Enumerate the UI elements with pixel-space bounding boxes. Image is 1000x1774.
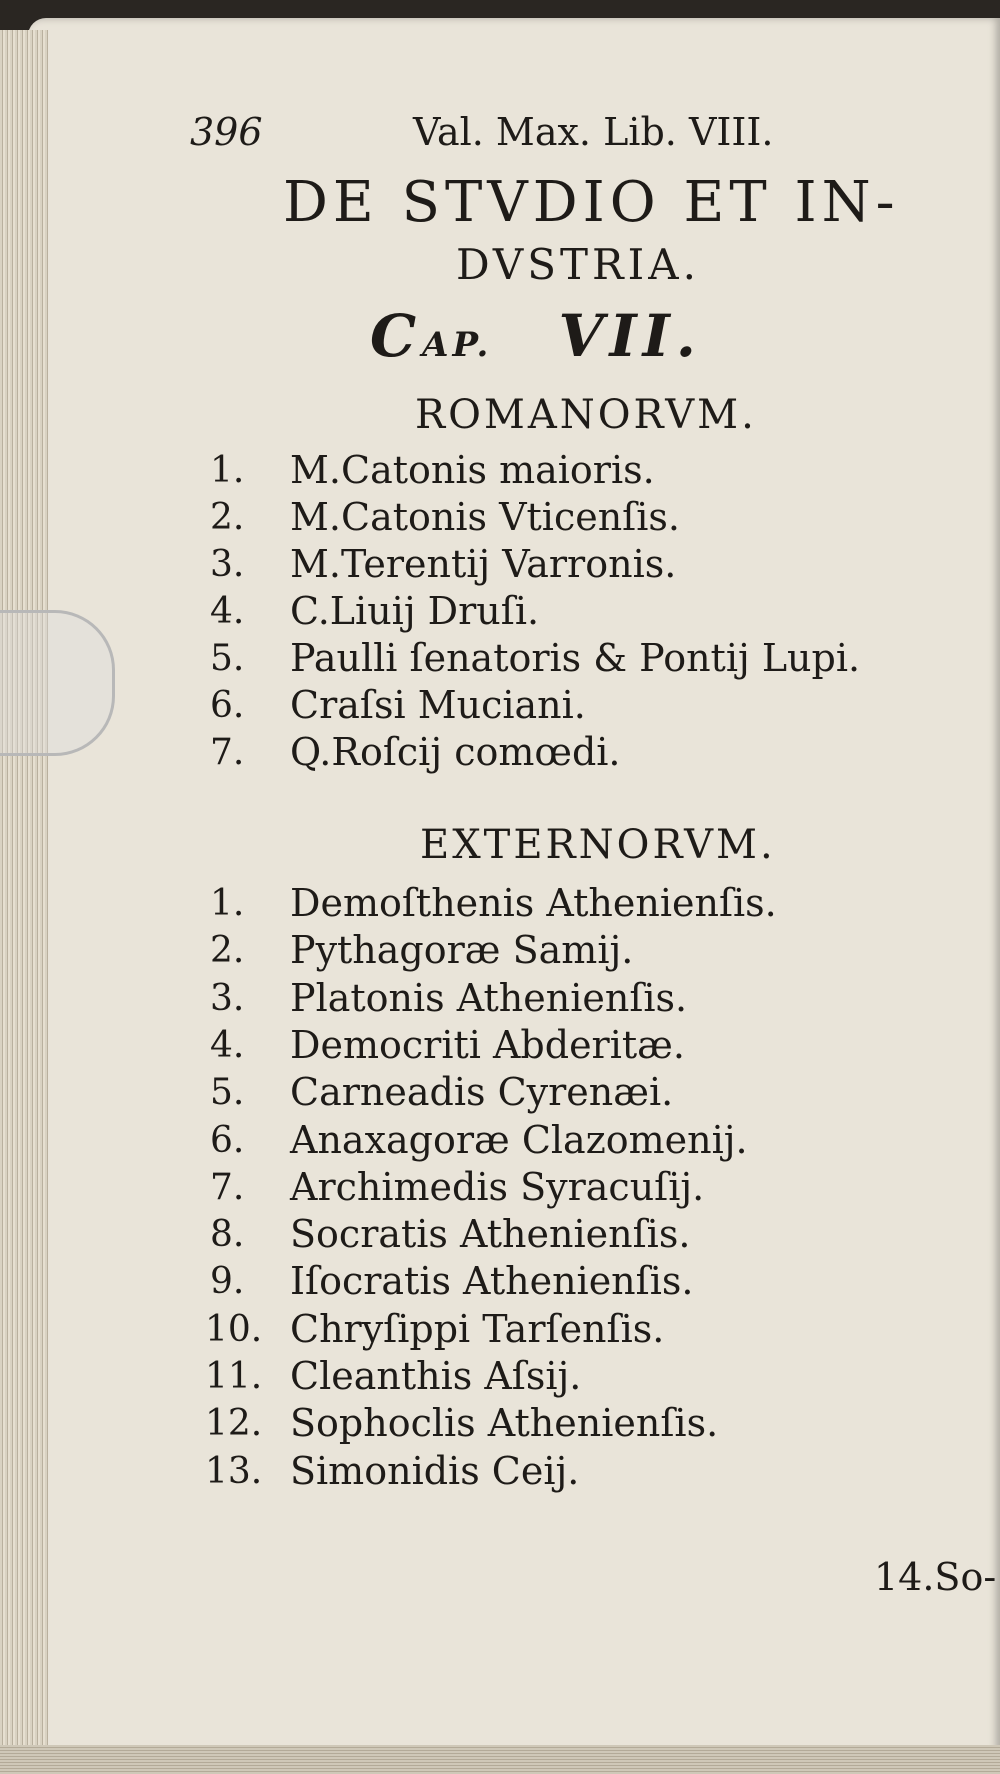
list-item-number: 2. [210,930,245,972]
list-item-number: 7. [210,732,245,773]
cap-label-rest: AP. [422,325,493,365]
list-item: Paulli ſenatoris & Pontij Lupi. [290,636,861,680]
list-item: Craſsi Muciani. [290,683,586,727]
list-item-number: 4. [210,1024,245,1066]
list-item-number: 7. [210,1166,245,1208]
list-item-number: 5. [210,638,245,679]
list-item: Carneadis Cyrenæi. [290,1070,674,1115]
chapter-title-line1: DE STVDIO ET IN- [283,170,900,235]
list-item-number: 4. [210,591,245,632]
page-number: 396 [190,110,263,154]
list-item: Iſocratis Athenienſis. [290,1259,694,1304]
list-item: Cleanthis Aſsij. [290,1354,582,1398]
page-edges [0,30,48,1774]
running-title: Val. Max. Lib. VIII. [413,110,774,154]
list-item-number: 2. [210,497,245,538]
list-item: Simonidis Ceij. [290,1448,580,1493]
list-item: Archimedis Syracuſij. [290,1164,705,1209]
section-heading-externorum: EXTERNORVM. [420,822,776,868]
list-item: Demoſthenis Athenienſis. [290,881,777,925]
section-heading-romanorum: ROMANORVM. [415,392,757,438]
catchword: 14.So- [874,1555,997,1599]
list-item-number: 1. [210,883,245,924]
list-item-number: 6. [210,1119,245,1161]
list-item-number: 13. [205,1450,263,1492]
list-item-number: 11. [205,1356,263,1397]
list-item: Platonis Athenienſis. [290,975,688,1020]
list-item-number: 9. [210,1261,245,1303]
list-item: Democriti Abderitæ. [290,1022,685,1067]
list-item-number: 10. [205,1308,263,1350]
cap-label-initial: C [370,302,423,370]
list-item: Pythagoræ Samij. [290,928,634,973]
list-item-number: 6. [210,685,245,726]
list-item-number: 8. [210,1214,245,1256]
bottom-page-edges [0,1745,1000,1774]
list-item: M.Terentij Varronis. [290,542,677,586]
list-item: Socratis Athenienſis. [290,1212,691,1257]
list-item: Sophoclis Athenienſis. [290,1401,719,1446]
list-item: Q.Roſcij comœdi. [290,730,621,774]
list-item: M.Catonis maioris. [290,448,655,492]
list-item: M.Catonis Vticenſis. [290,495,680,539]
list-item-number: 3. [210,977,245,1019]
list-item-number: 1. [210,450,245,491]
list-item: Anaxagoræ Clazomenij. [290,1117,748,1162]
list-item: C.Liuij Druſi. [290,589,540,633]
chapter-title-line2: DVSTRIA. [456,240,700,289]
list-item-number: 3. [210,544,245,585]
chapter-label [370,302,702,370]
page-clip [0,610,115,756]
list-item-number: 12. [205,1403,263,1445]
chapter-number: VII. [558,302,702,370]
list-item-number: 5. [210,1072,245,1114]
list-item: Chryſippi Tarſenſis. [290,1306,665,1351]
